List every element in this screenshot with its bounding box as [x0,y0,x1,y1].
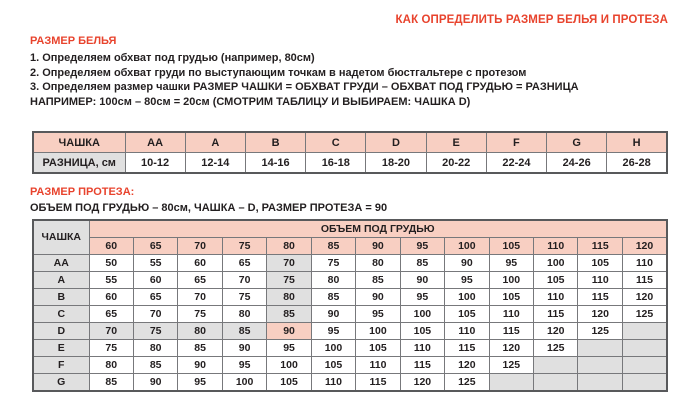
underbust-column-header: 110 [534,237,578,254]
size-value-cell: 90 [400,271,444,288]
size-value-cell: 95 [356,305,400,322]
cup-table-header-cell: H [607,132,667,153]
cup-difference-table [32,131,668,174]
size-value-cell: 105 [267,373,311,391]
size-value-cell: 110 [311,373,355,391]
size-value-cell: 95 [222,356,266,373]
size-value-cell: 65 [178,271,222,288]
size-value-cell: 110 [400,339,444,356]
size-value-cell: 100 [267,356,311,373]
size-value-cell: 110 [622,254,667,271]
underbust-column-header: 100 [445,237,489,254]
size-value-cell: 95 [400,288,444,305]
empty-cell [622,339,667,356]
size-value-cell: 100 [222,373,266,391]
size-value-cell: 95 [311,322,355,339]
size-value-cell: 65 [133,288,177,305]
size-value-cell: 60 [133,271,177,288]
underbust-column-header: 70 [178,237,222,254]
instruction-step-1: 1. Определяем обхват под грудью (например, 80см) [30,52,315,64]
underbust-column-header: 90 [356,237,400,254]
size-value-cell: 110 [356,356,400,373]
size-value-cell: 85 [400,254,444,271]
size-value-cell: 105 [534,271,578,288]
size-value-cell: 85 [89,373,133,391]
size-value-cell: 80 [89,356,133,373]
size-value-cell: 90 [222,339,266,356]
size-table-row-F [33,356,667,373]
empty-cell [622,356,667,373]
cup-table-corner-cell: ЧАШКА [33,132,125,153]
size-value-cell: 95 [445,271,489,288]
cup-row-label: B [33,288,89,305]
size-value-cell: 95 [267,339,311,356]
size-value-cell: 75 [311,254,355,271]
size-value-cell: 80 [222,305,266,322]
size-value-cell: 90 [133,373,177,391]
size-value-cell: 90 [178,356,222,373]
cup-table-header-cell: D [366,132,426,153]
empty-cell [622,322,667,339]
underbust-column-header: 115 [578,237,622,254]
empty-cell [534,356,578,373]
cup-difference-table-wrap [32,131,668,174]
size-value-cell: 85 [267,305,311,322]
size-table-row-A [33,271,667,288]
size-value-cell: 115 [578,288,622,305]
size-table-row-E [33,339,667,356]
size-value-cell: 100 [400,305,444,322]
cup-table-header-cell: F [486,132,546,153]
size-value-cell: 120 [622,288,667,305]
size-value-cell: 70 [178,288,222,305]
size-value-cell: 105 [400,322,444,339]
size-value-cell: 65 [222,254,266,271]
prosthesis-size-section [0,174,696,216]
empty-cell [534,373,578,391]
size-table-row-D [33,322,667,339]
size-value-cell: 90 [445,254,489,271]
difference-row-label: РАЗНИЦА, см [33,153,125,174]
size-value-cell: 80 [178,322,222,339]
size-value-cell: 75 [222,288,266,305]
size-value-cell: 100 [534,254,578,271]
size-value-cell: 75 [178,305,222,322]
size-value-cell: 110 [445,322,489,339]
size-value-cell: 120 [578,305,622,322]
size-table-row-AA [33,254,667,271]
size-value-cell: 115 [356,373,400,391]
size-value-cell: 125 [622,305,667,322]
size-value-cell: 60 [89,288,133,305]
cup-table-header-row [33,132,667,153]
size-value-cell: 90 [311,305,355,322]
size-value-cell: 100 [311,339,355,356]
size-value-cell: 100 [356,322,400,339]
size-value-cell: 125 [534,339,578,356]
prosthesis-example-line: ОБЪЕМ ПОД ГРУДЬЮ – 80см, ЧАШКА – D, РАЗМЕР ПРОТЕЗА = 90 [30,202,388,214]
size-value-cell: 115 [445,339,489,356]
size-value-cell: 75 [133,322,177,339]
cup-table-header-cell: G [547,132,607,153]
size-value-cell: 105 [489,288,533,305]
size-value-cell: 110 [534,288,578,305]
size-value-cell: 125 [578,322,622,339]
size-value-cell: 120 [534,322,578,339]
difference-value-cell: 10-12 [125,153,185,174]
size-value-cell: 125 [445,373,489,391]
size-value-cell: 120 [445,356,489,373]
empty-cell [578,356,622,373]
size-value-cell: 120 [489,339,533,356]
size-value-cell: 50 [89,254,133,271]
size-table-span-header-row [33,220,667,238]
underbust-span-header: ОБЪЕМ ПОД ГРУДЬЮ [89,220,667,238]
cup-row-label: A [33,271,89,288]
cup-row-label: F [33,356,89,373]
size-value-cell: 85 [356,271,400,288]
prosthesis-size-heading: РАЗМЕР ПРОТЕЗА: [30,186,135,198]
size-value-cell: 70 [89,322,133,339]
size-value-cell: 110 [578,271,622,288]
size-value-cell: 105 [356,339,400,356]
size-value-cell: 85 [222,322,266,339]
cup-table-header-cell: E [426,132,486,153]
prosthesis-size-table-wrap [32,219,668,392]
empty-cell [578,339,622,356]
cup-table-header-cell: B [245,132,305,153]
size-table-row-G [33,373,667,391]
size-value-cell: 75 [267,271,311,288]
size-value-cell: 80 [356,254,400,271]
page-title: КАК ОПРЕДЕЛИТЬ РАЗМЕР БЕЛЬЯ И ПРОТЕЗА [395,14,668,26]
underbust-column-header: 105 [489,237,533,254]
empty-cell [489,373,533,391]
underbust-column-header: 80 [267,237,311,254]
size-value-cell: 115 [622,271,667,288]
size-value-cell: 105 [578,254,622,271]
size-table-row-C [33,305,667,322]
size-value-cell: 85 [133,356,177,373]
size-value-cell: 80 [133,339,177,356]
underbust-column-header: 95 [400,237,444,254]
size-value-cell: 60 [178,254,222,271]
size-table-columns-row [33,237,667,254]
difference-value-cell: 14-16 [245,153,305,174]
instruction-example: НАПРИМЕР: 100см – 80см = 20см (СМОТРИМ ТАБЛИЦУ И ВЫБИРАЕМ: ЧАШКА D) [30,95,471,108]
cup-row-label: C [33,305,89,322]
size-value-cell: 85 [178,339,222,356]
cup-table-header-cell: A [185,132,245,153]
instruction-step-3: 3. Определяем размер чашки РАЗМЕР ЧАШКИ = ОБХВАТ ГРУДИ – ОБХВАТ ПОД ГРУДЬЮ = РАЗНИЦА [30,81,579,93]
size-value-cell: 70 [222,271,266,288]
underbust-column-header: 85 [311,237,355,254]
size-value-cell: 95 [489,254,533,271]
underbust-column-header: 65 [133,237,177,254]
difference-value-cell: 24-26 [547,153,607,174]
size-value-cell: 80 [311,271,355,288]
size-value-cell: 105 [445,305,489,322]
difference-value-cell: 12-14 [185,153,245,174]
lingerie-size-section [0,26,696,109]
size-value-cell: 65 [89,305,133,322]
size-value-cell: 90 [356,288,400,305]
underbust-column-header: 120 [622,237,667,254]
difference-value-cell: 20-22 [426,153,486,174]
cup-row-label: D [33,322,89,339]
difference-value-cell: 18-20 [366,153,426,174]
difference-value-cell: 26-28 [607,153,667,174]
size-value-cell: 80 [267,288,311,305]
underbust-column-header: 75 [222,237,266,254]
size-value-cell: 70 [267,254,311,271]
size-value-cell: 85 [311,288,355,305]
lingerie-size-heading: РАЗМЕР БЕЛЬЯ [30,35,117,47]
size-value-cell: 55 [133,254,177,271]
cup-row-label: AA [33,254,89,271]
size-value-cell: 105 [311,356,355,373]
size-value-cell: 95 [178,373,222,391]
title-row [0,0,696,26]
size-value-cell: 125 [489,356,533,373]
size-value-cell: 115 [400,356,444,373]
cup-row-label: G [33,373,89,391]
prosthesis-size-table [32,219,668,392]
size-value-cell: 100 [489,271,533,288]
cup-table-header-cell: C [306,132,366,153]
size-table-row-B [33,288,667,305]
cup-row-label: E [33,339,89,356]
size-value-cell: 120 [400,373,444,391]
highlighted-example-cell: 90 [267,322,311,339]
cup-table-difference-row [33,153,667,174]
size-value-cell: 70 [133,305,177,322]
size-value-cell: 55 [89,271,133,288]
size-value-cell: 110 [489,305,533,322]
empty-cell [578,373,622,391]
size-table-corner-cell: ЧАШКА [33,220,89,255]
difference-value-cell: 22-24 [486,153,546,174]
size-value-cell: 115 [534,305,578,322]
empty-cell [622,373,667,391]
underbust-column-header: 60 [89,237,133,254]
size-value-cell: 75 [89,339,133,356]
cup-table-header-cell: AA [125,132,185,153]
size-value-cell: 115 [489,322,533,339]
difference-value-cell: 16-18 [306,153,366,174]
size-value-cell: 100 [445,288,489,305]
instruction-step-2: 2. Определяем обхват груди по выступающим точкам в надетом бюстгальтере с протезом [30,66,527,79]
